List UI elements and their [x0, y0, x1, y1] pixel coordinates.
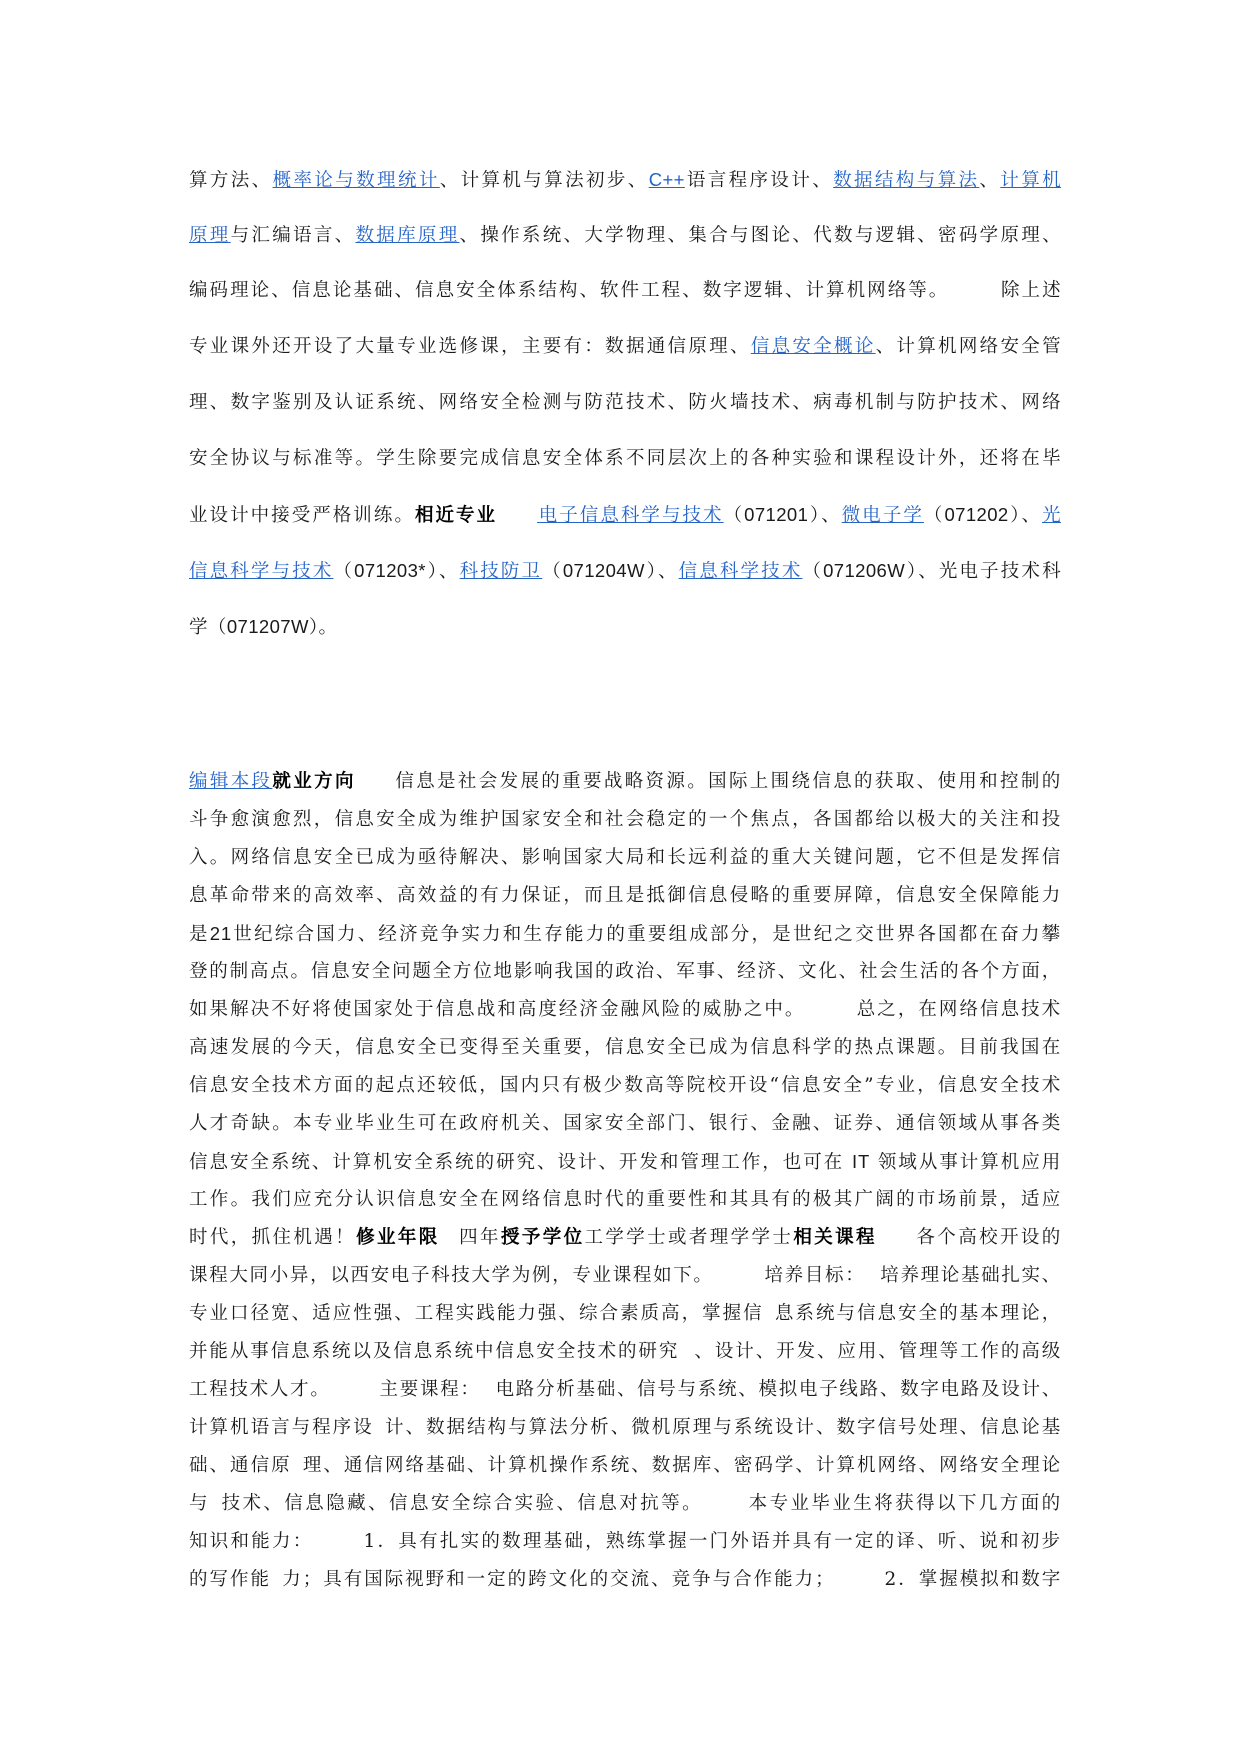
- link-infosec-intro[interactable]: 信息安全概论: [750, 336, 876, 357]
- text-line: 信息科学与技术（071203*）、科技防卫（071204W）、信息科学技术（071206W）、光电子技术科: [189, 560, 1061, 582]
- text-line: 息革命带来的高效率、高效益的有力保证，而且是抵御信息侵略的重要屏障，信息安全保障能力: [189, 885, 1061, 906]
- text-line: 安全协议与标准等。学生除要完成信息安全体系不同层次上的各种实验和课程设计外，还将在毕: [189, 448, 1061, 469]
- text-line: 是21世纪综合国力、经济竞争实力和生存能力的重要组成部分，是世纪之交世界各国都在奋力攀: [189, 923, 1061, 945]
- text-line: 与 技术、信息隐藏、信息安全综合实验、信息对抗等。 本专业毕业生将获得以下几方面的: [189, 1493, 1061, 1514]
- link-data-structures[interactable]: 数据结构与算法: [833, 170, 980, 191]
- text-line: 斗争愈演愈烈，信息安全成为维护国家安全和社会稳定的一个焦点，各国都给以极大的关注和投: [189, 809, 1061, 830]
- text-line: 业设计中接受严格训练。相近专业 电子信息科学与技术（071201）、微电子学（071202）、光: [189, 504, 1061, 526]
- link-microelectronics[interactable]: 微电子学: [841, 505, 924, 526]
- text-line: 专业课外还开设了大量专业选修课，主要有：数据通信原理、信息安全概论、计算机网络安全管: [189, 336, 1061, 357]
- text-line: 入。网络信息安全已成为亟待解决、影响国家大局和长远利益的重大关键问题，它不但是发挥信: [189, 847, 1061, 868]
- text-line: 并能从事信息系统以及信息系统中信息安全技术的研究 、设计、开发、应用、管理等工作的高级: [189, 1341, 1062, 1362]
- text-line: 理、数字鉴别及认证系统、网络安全检测与防范技术、防火墙技术、病毒机制与防护技术、网络: [189, 392, 1061, 413]
- text-line: 原理与汇编语言、数据库原理、操作系统、大学物理、集合与图论、代数与逻辑、密码学原理、: [189, 225, 1061, 246]
- text-line: 时代，抓住机遇！修业年限 四年授予学位工学学士或者理学学士相关课程 各个高校开设的: [189, 1227, 1062, 1248]
- link-electronic-info[interactable]: 电子信息科学与技术: [537, 505, 724, 526]
- text-line: 础、通信原 理、通信网络基础、计算机操作系统、数据库、密码学、计算机网络、网络安全理论: [189, 1455, 1061, 1476]
- link-probability[interactable]: 概率论与数理统计: [272, 170, 440, 191]
- heading-courses: 相关课程: [793, 1227, 877, 1248]
- link-optical-info-cont[interactable]: 信息科学与技术: [189, 561, 334, 582]
- heading-duration: 修业年限: [356, 1227, 440, 1248]
- link-cpp[interactable]: C++: [648, 169, 685, 190]
- heading-degree: 授予学位: [500, 1227, 585, 1248]
- text-line: 高速发展的今天，信息安全已变得至关重要，信息安全已成为信息科学的热点课题。目前我国在: [189, 1037, 1061, 1058]
- text-line: 专业口径宽、适应性强、工程实践能力强、综合素质高，掌握信 息系统与信息安全的基本理论，: [189, 1303, 1062, 1324]
- text-line: 工程技术人才。 主要课程： 电路分析基础、信号与系统、模拟电子线路、数字电路及设计、: [189, 1379, 1061, 1400]
- heading-employment: 就业方向: [272, 771, 356, 792]
- text-line: 课程大同小异，以西安电子科技大学为例，专业课程如下。 培养目标： 培养理论基础扎实、: [189, 1265, 1061, 1286]
- text-line: 信息安全技术方面的起点还较低，国内只有极少数高等院校开设“信息安全”专业，信息安全技术: [189, 1075, 1061, 1096]
- link-tech-defense[interactable]: 科技防卫: [459, 561, 543, 582]
- edit-section-link[interactable]: 编辑本段: [189, 771, 273, 792]
- text-line: 的写作能 力；具有国际视野和一定的跨文化的交流、竞争与合作能力； 2．掌握模拟和数字: [189, 1569, 1061, 1590]
- link-database[interactable]: 数据库原理: [355, 225, 460, 246]
- text-line: 学（071207W）。: [189, 616, 338, 638]
- text-line: 编辑本段就业方向 信息是社会发展的重要战略资源。国际上围绕信息的获取、使用和控制的: [189, 771, 1062, 792]
- text-line: 工作。我们应充分认识信息安全在网络信息时代的重要性和其具有的极其广阔的市场前景，适应: [189, 1189, 1061, 1210]
- link-computer-principles-cont[interactable]: 原理: [189, 225, 231, 246]
- heading-related-majors: 相近专业: [414, 505, 498, 526]
- text-line: 算方法、概率论与数理统计、计算机与算法初步、C++语言程序设计、数据结构与算法、计算机: [189, 169, 1061, 191]
- text-line: 编码理论、信息论基础、信息安全体系结构、软件工程、数字逻辑、计算机网络等。 除上述: [189, 280, 1061, 301]
- link-computer-principles[interactable]: 计算机: [1000, 170, 1061, 191]
- link-optical-info[interactable]: 光: [1042, 505, 1061, 526]
- text-line: 知识和能力： 1．具有扎实的数理基础，熟练掌握一门外语并具有一定的译、听、说和初步: [189, 1531, 1061, 1552]
- text-line: 登的制高点。信息安全问题全方位地影响我国的政治、军事、经济、文化、社会生活的各个方面，: [189, 961, 1061, 982]
- text-line: 信息安全系统、计算机安全系统的研究、设计、开发和管理工作，也可在 IT 领域从事计算机应用: [189, 1151, 1061, 1173]
- link-info-science[interactable]: 信息科学技术: [678, 561, 803, 582]
- text-line: 计算机语言与程序设 计、数据结构与算法分析、微机原理与系统设计、数字信号处理、信息论基: [189, 1417, 1061, 1438]
- text-line: 人才奇缺。本专业毕业生可在政府机关、国家安全部门、银行、金融、证券、通信领域从事各类: [189, 1113, 1061, 1134]
- text-line: 如果解决不好将使国家处于信息战和高度经济金融风险的威胁之中。 总之，在网络信息技术: [189, 999, 1061, 1020]
